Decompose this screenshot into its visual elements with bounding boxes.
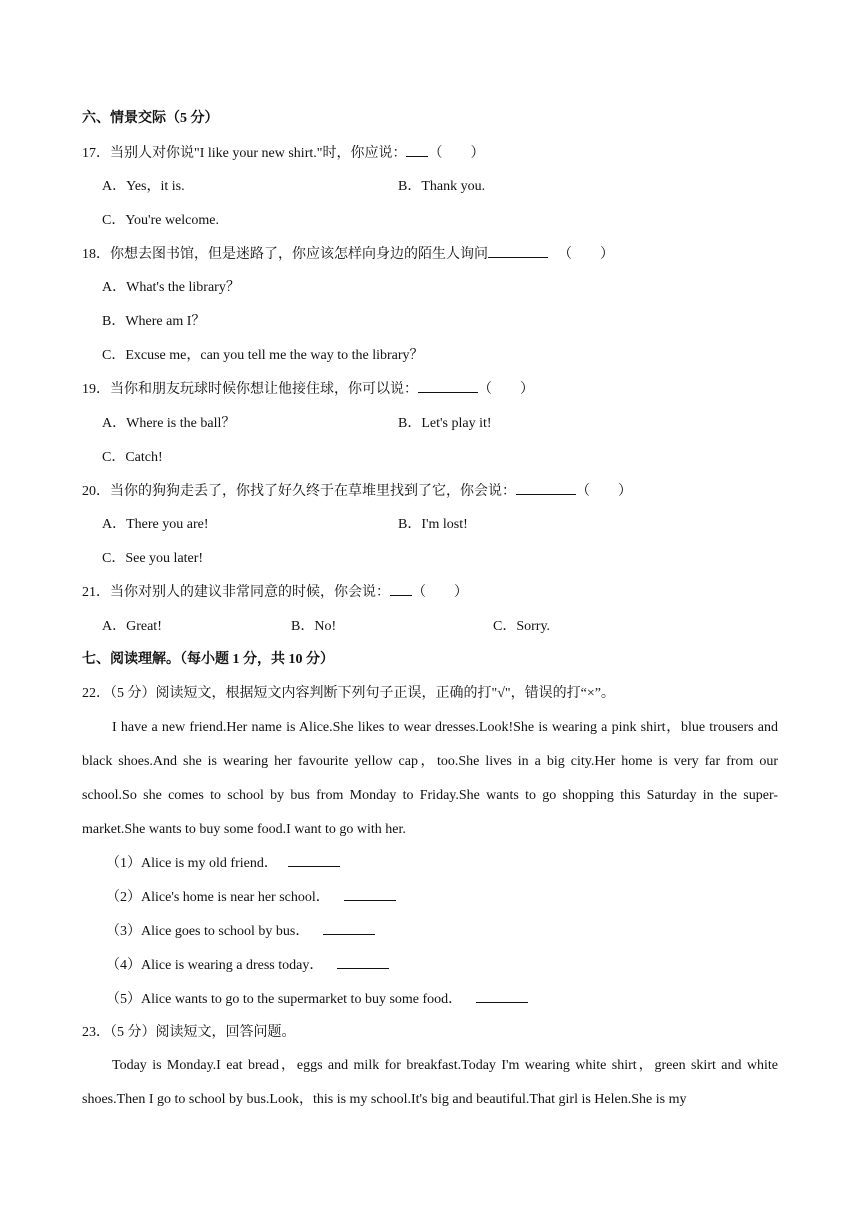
question-17-option-c: C．You're welcome.	[102, 213, 219, 228]
question-21-option-b: B．No!	[291, 619, 337, 634]
question-20	[82, 482, 632, 501]
question-22-item-2	[106, 888, 396, 907]
question-22-item-5	[106, 990, 528, 1009]
answer-blank[interactable]	[344, 888, 396, 901]
question-20-option-a: A．There you are!	[102, 517, 209, 532]
question-18	[82, 245, 614, 264]
answer-paren: （ ）	[412, 585, 468, 600]
question-19-option-b: B．Let's play it!	[398, 416, 492, 431]
answer-paren: （ ）	[478, 382, 534, 397]
section-6-title: 六、情景交际（5 分）	[82, 111, 219, 126]
question-19-stem: 19．当你和朋友玩球时候你想让他接住球，你可以说：	[82, 382, 418, 397]
question-18-option-a: A．What's the library？	[102, 280, 240, 295]
question-19	[82, 380, 534, 399]
question-22-item-3	[106, 922, 375, 941]
answer-paren: （ ）	[558, 247, 614, 262]
question-21-option-a: A．Great!	[102, 619, 162, 634]
question-22-item-4	[106, 956, 389, 975]
question-20-stem: 20．当你的狗狗走丢了，你找了好久终于在草堆里找到了它，你会说：	[82, 484, 516, 499]
question-22-passage: I have a new friend.Her name is Alice.She likes to wear dresses.Look!She is wearing a pink shirt，blue trousers and black shoes.And she is wearing her favourite yellow cap，too.She lives in a big city.Her home is very far from our school.So she comes to school by bus from Monday to Friday.She wants to go shopping this Saturday in the super-market.She wants to buy some food.I want to go with her.	[82, 720, 778, 837]
answer-blank[interactable]	[406, 144, 428, 157]
answer-blank[interactable]	[516, 482, 576, 495]
question-20-option-c: C．See you later!	[102, 551, 204, 566]
answer-blank[interactable]	[337, 956, 389, 969]
answer-blank[interactable]	[323, 922, 375, 935]
question-17	[82, 144, 484, 163]
question-22-item-1	[106, 854, 340, 873]
question-23-passage: Today is Monday.I eat bread，eggs and milk for breakfast.Today I'm wearing white shirt，green skirt and white shoes.Then I go to school by bus.Look，this is my school.It's big and beautiful.That girl is Helen.She is my	[82, 1058, 778, 1107]
answer-blank[interactable]	[476, 990, 528, 1003]
question-21-stem: 21．当你对别人的建议非常同意的时候，你会说：	[82, 585, 390, 600]
question-17-stem: 17．当别人对你说"I like your new shirt."时，你应说：	[82, 146, 407, 161]
question-18-option-c: C．Excuse me，can you tell me the way to the library？	[102, 348, 424, 363]
item-text: （2）Alice's home is near her school．	[106, 890, 330, 905]
answer-blank[interactable]	[390, 583, 412, 596]
question-21	[82, 583, 468, 602]
question-17-option-b: B．Thank you.	[398, 179, 486, 194]
answer-blank[interactable]	[488, 245, 548, 258]
answer-paren: （ ）	[428, 146, 485, 161]
question-18-option-b: B．Where am I？	[102, 314, 206, 329]
question-17-option-a: A．Yes，it is.	[102, 179, 185, 194]
answer-blank[interactable]	[418, 380, 478, 393]
section-7-title: 七、阅读理解。（每小题 1 分，共 10 分）	[82, 652, 334, 667]
question-19-option-c: C．Catch!	[102, 450, 163, 465]
question-22-stem: 22．（5 分）阅读短文，根据短文内容判断下列句子正误，正确的打"√"，错误的打“×”。	[82, 686, 615, 701]
item-text: （4）Alice is wearing a dress today．	[106, 958, 324, 973]
answer-paren: （ ）	[576, 484, 632, 499]
question-18-stem: 18．你想去图书馆，但是迷路了，你应该怎样向身边的陌生人询问	[82, 247, 488, 262]
question-19-option-a: A．Where is the ball？	[102, 416, 236, 431]
item-text: （5）Alice wants to go to the supermarket to buy some food．	[106, 992, 463, 1007]
item-text: （1）Alice is my old friend．	[106, 856, 278, 871]
question-21-option-c: C．Sorry.	[493, 619, 551, 634]
item-text: （3）Alice goes to school by bus．	[106, 924, 310, 939]
question-23-stem: 23．（5 分）阅读短文，回答问题。	[82, 1025, 296, 1040]
question-20-option-b: B．I'm lost!	[398, 517, 468, 532]
answer-blank[interactable]	[288, 854, 340, 867]
